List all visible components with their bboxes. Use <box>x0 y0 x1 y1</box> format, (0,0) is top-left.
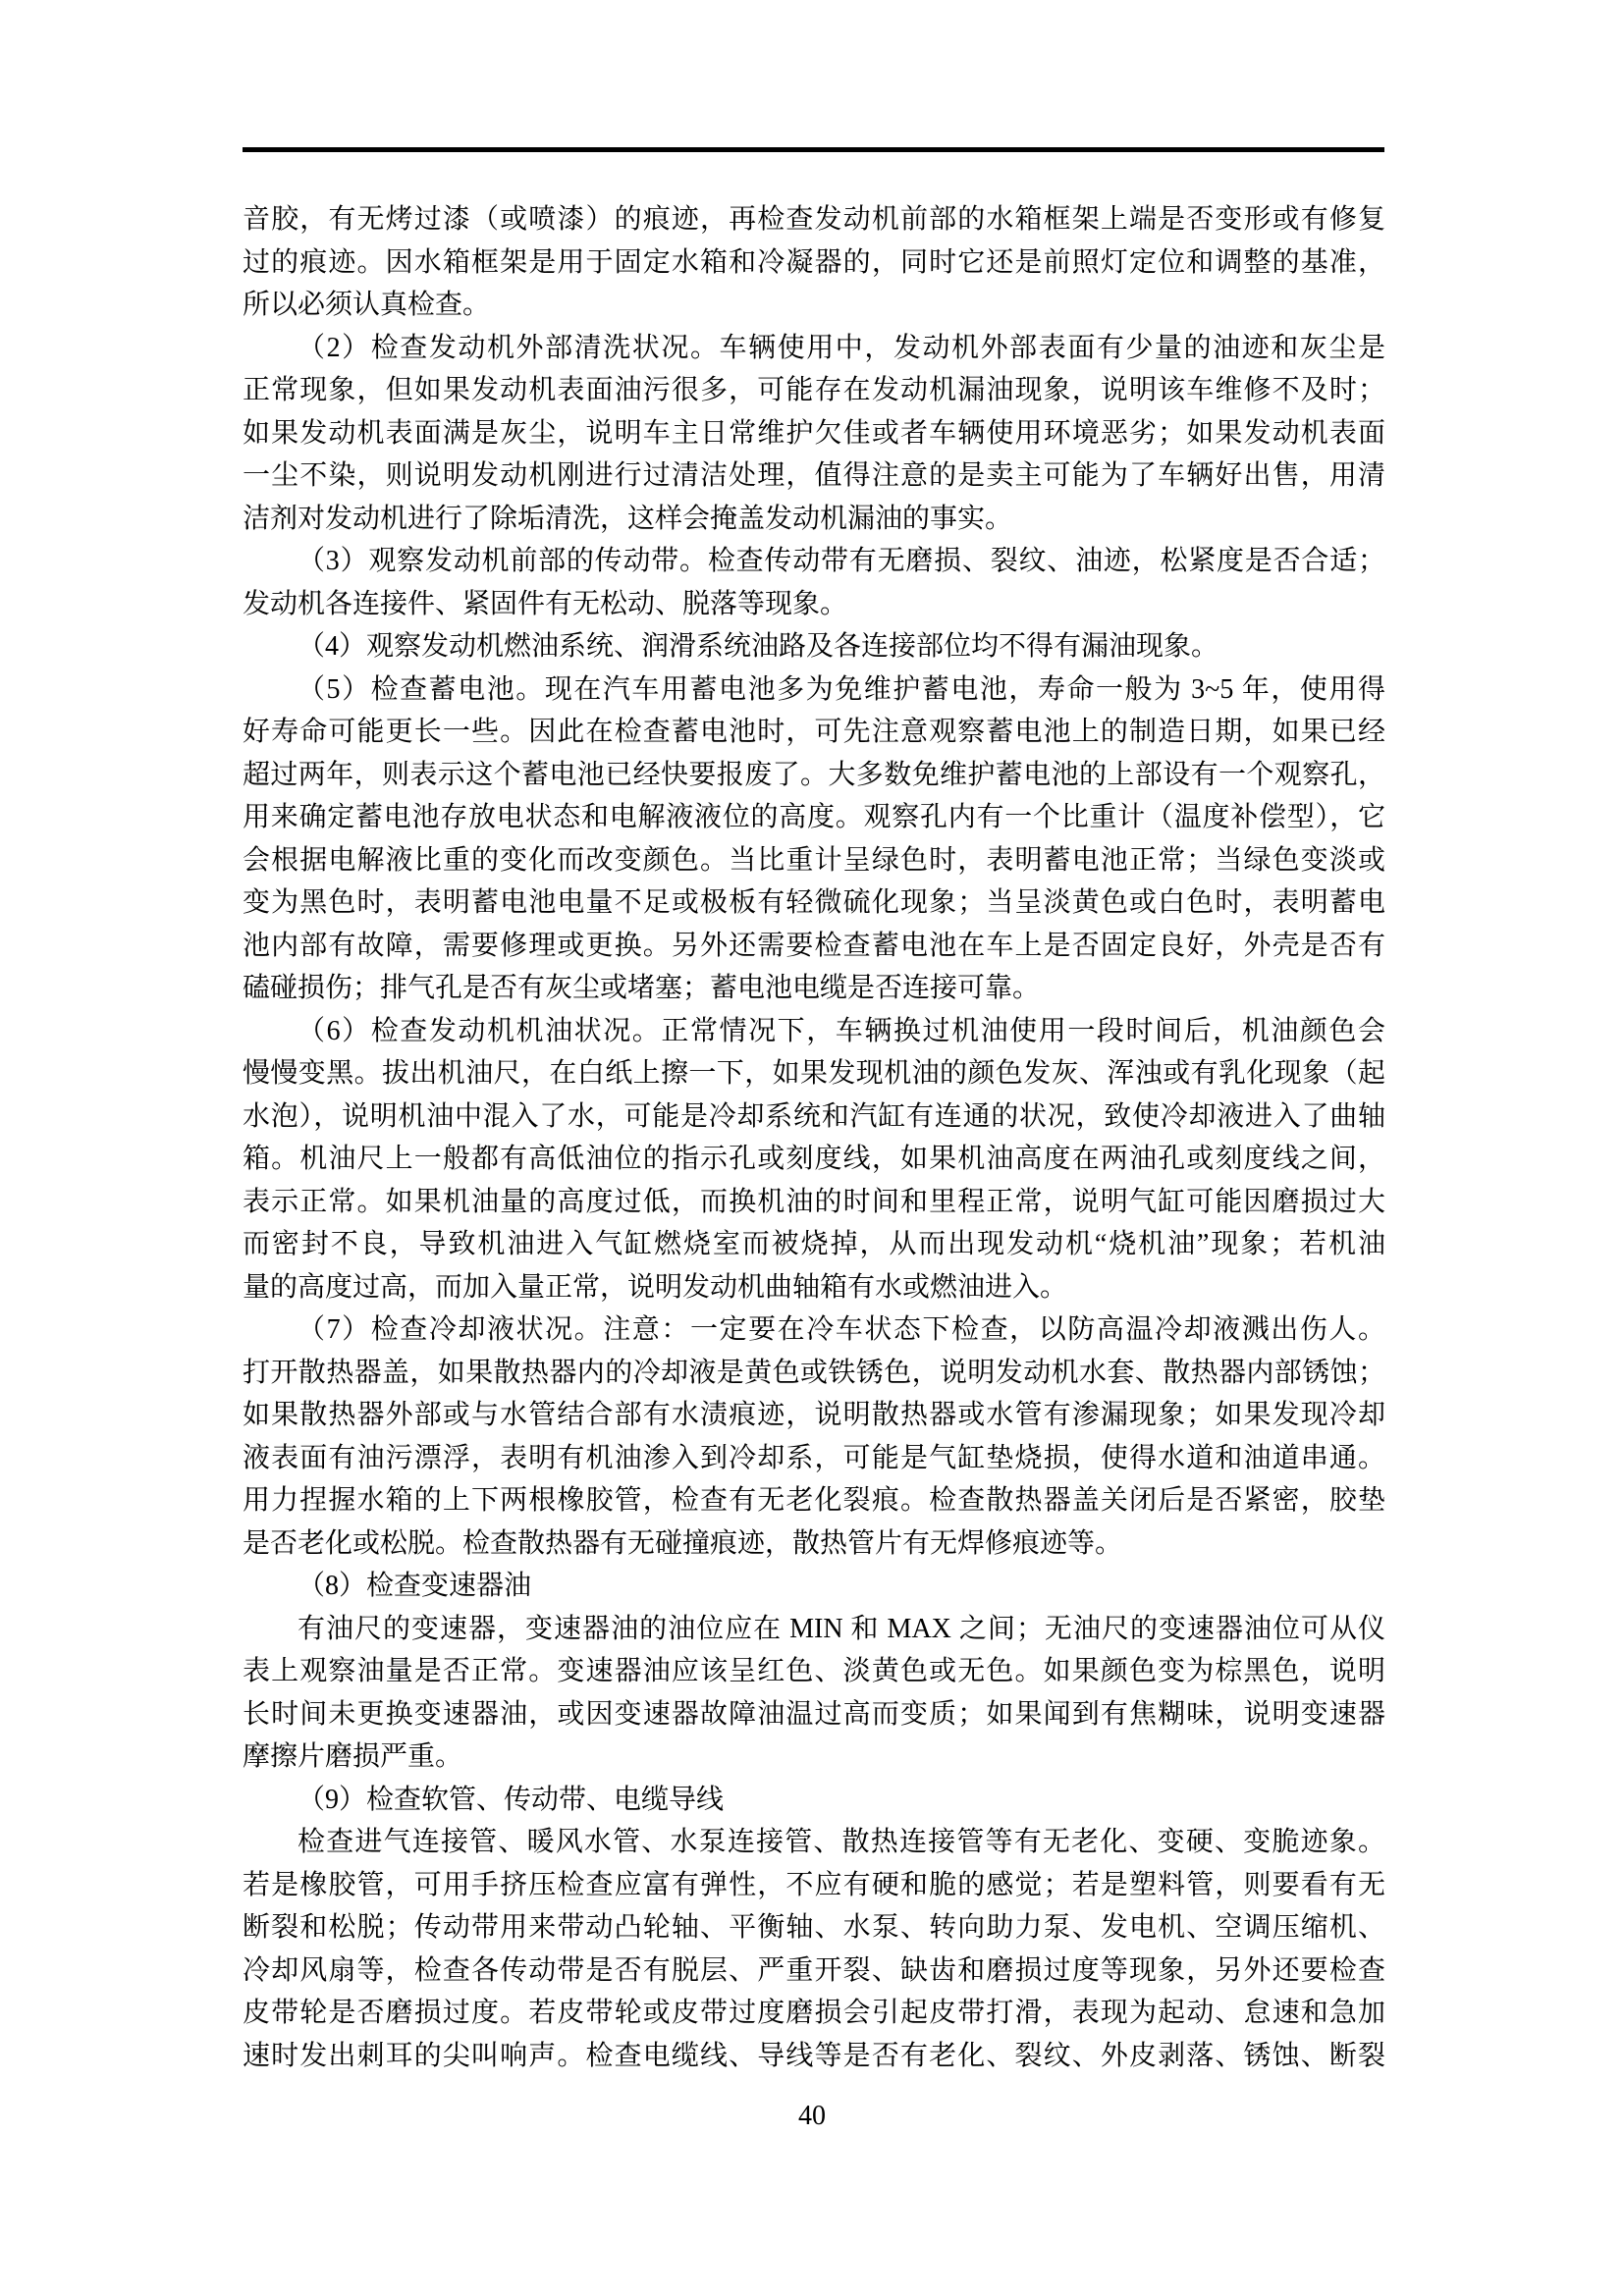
text-line: 长时间未更换变速器油，或因变速器故障油温过高而变质；如果闻到有焦糊味，说明变速器 <box>243 1698 1385 1730</box>
text-line: 所以必须认真检查。 <box>243 290 491 320</box>
text-line: 过的痕迹。因水箱框架是用于固定水箱和冷凝器的，同时它还是前照灯定位和调整的基准， <box>243 246 1385 278</box>
text-line: （6）检查发动机机油状况。正常情况下，车辆换过机油使用一段时间后，机油颜色会 <box>298 1015 1385 1046</box>
text-line: 池内部有故障，需要修理或更换。另外还需要检查蓄电池在车上是否固定良好，外壳是否有 <box>243 930 1385 961</box>
text-line: 一尘不染，则说明发动机刚进行过清洁处理，值得注意的是卖主可能为了车辆好出售，用清 <box>243 460 1385 491</box>
page-number: 40 <box>798 2101 826 2131</box>
text-line: 好寿命可能更长一些。因此在检查蓄电池时，可先注意观察蓄电池上的制造日期，如果已经 <box>243 717 1385 747</box>
paragraph <box>243 1010 1385 1309</box>
text-line: 慢慢变黑。拔出机油尺，在白纸上擦一下，如果发现机油的颜色发灰、浑浊或有乳化现象（起 <box>243 1058 1385 1089</box>
text-line: （8）检查变速器油 <box>298 1571 532 1601</box>
text-line: 若是橡胶管，可用手挤压检查应富有弹性，不应有硬和脆的感觉；若是塑料管，则要看有无 <box>243 1869 1385 1900</box>
text-line: 液表面有油污漂浮，表明有机油渗入到冷却系，可能是气缸垫烧损，使得水道和油道串通。 <box>243 1442 1385 1473</box>
text-line: （3）观察发动机前部的传动带。检查传动带有无磨损、裂纹、油迹，松紧度是否合适； <box>298 546 1385 576</box>
text-line: 会根据电解液比重的变化而改变颜色。当比重计呈绿色时，表明蓄电池正常；当绿色变淡或 <box>243 844 1385 876</box>
header-rule <box>243 147 1384 152</box>
paragraph <box>243 198 1385 327</box>
paragraph <box>243 668 1385 1010</box>
text-line: 发动机各连接件、紧固件有无松动、脱落等现象。 <box>243 588 848 619</box>
text-line: 变为黑色时，表明蓄电池电量不足或极板有轻微硫化现象；当呈淡黄色或白色时，表明蓄电 <box>243 887 1385 918</box>
text-line: 用来确定蓄电池存放电状态和电解液液位的高度。观察孔内有一个比重计（温度补偿型），它 <box>243 802 1385 832</box>
text-line: （5）检查蓄电池。现在汽车用蓄电池多为免维护蓄电池，寿命一般为 3~5 年，使用得 <box>298 673 1385 705</box>
paragraph <box>243 1779 1385 1822</box>
text-line: 有油尺的变速器，变速器油的油位应在 MIN 和 MAX 之间；无油尺的变速器油位可从仪 <box>298 1613 1385 1644</box>
text-line: （2）检查发动机外部清洗状况。车辆使用中，发动机外部表面有少量的油迹和灰尘是 <box>298 332 1385 363</box>
text-line: 水泡），说明机油中混入了水，可能是冷却系统和汽缸有连通的状况，致使冷却液进入了曲轴 <box>243 1100 1385 1132</box>
text-line: （9）检查软管、传动带、电缆导线 <box>298 1784 725 1815</box>
text-line: 断裂和松脱；传动带用来带动凸轮轴、平衡轴、水泵、转向助力泵、发电机、空调压缩机、 <box>243 1912 1385 1943</box>
paragraph <box>243 540 1385 625</box>
text-line: 用力捏握水箱的上下两根橡胶管，检查有无老化裂痕。检查散热器盖关闭后是否紧密，胶垫 <box>243 1485 1385 1516</box>
text-line: 皮带轮是否磨损过度。若皮带轮或皮带过度磨损会引起皮带打滑，表现为起动、怠速和急加 <box>243 1998 1385 2028</box>
body-text <box>243 198 1385 2077</box>
text-line: 检查进气连接管、暖风水管、水泵连接管、散热连接管等有无老化、变硬、变脆迹象。 <box>298 1827 1385 1857</box>
paragraph <box>243 327 1385 541</box>
text-line: 如果发动机表面满是灰尘，说明车主日常维护欠佳或者车辆使用环境恶劣；如果发动机表面 <box>243 417 1385 449</box>
paragraph <box>243 1308 1385 1565</box>
text-line: 表示正常。如果机油量的高度过低，而换机油的时间和里程正常，说明气缸可能因磨损过大 <box>243 1186 1385 1217</box>
text-line: 箱。机油尺上一般都有高低油位的指示孔或刻度线，如果机油高度在两油孔或刻度线之间， <box>243 1144 1385 1174</box>
paragraph <box>243 1565 1385 1608</box>
text-line: 超过两年，则表示这个蓄电池已经快要报废了。大多数免维护蓄电池的上部设有一个观察孔， <box>243 759 1385 790</box>
text-line: （7）检查冷却液状况。注意：一定要在冷车状态下检查，以防高温冷却液溅出伤人。 <box>298 1314 1385 1345</box>
text-line: 表上观察油量是否正常。变速器油应该呈红色、淡黄色或无色。如果颜色变为棕黑色，说明 <box>243 1656 1385 1686</box>
text-line: 磕碰损伤；排气孔是否有灰尘或堵塞；蓄电池电缆是否连接可靠。 <box>243 973 1041 1003</box>
paragraph <box>243 625 1385 668</box>
text-line: 摩擦片磨损严重。 <box>243 1741 463 1772</box>
text-line: 量的高度过高，而加入量正常，说明发动机曲轴箱有水或燃油进入。 <box>243 1271 1068 1303</box>
text-line: 洁剂对发动机进行了除垢清洗，这样会掩盖发动机漏油的事实。 <box>243 503 1013 534</box>
paragraph <box>243 1821 1385 2077</box>
text-line: 正常现象，但如果发动机表面油污很多，可能存在发动机漏油现象，说明该车维修不及时； <box>243 375 1385 405</box>
text-line: 打开散热器盖，如果散热器内的冷却液是黄色或铁锈色，说明发动机水套、散热器内部锈蚀； <box>243 1357 1385 1388</box>
text-line: 冷却风扇等，检查各传动带是否有脱层、严重开裂、缺齿和磨损过度等现象，另外还要检查 <box>243 1954 1385 1986</box>
text-line: （4）观察发动机燃油系统、润滑系统油路及各连接部位均不得有漏油现象。 <box>298 631 1219 662</box>
text-line: 音胶，有无烤过漆（或喷漆）的痕迹，再检查发动机前部的水箱框架上端是否变形或有修复 <box>243 204 1385 235</box>
paragraph <box>243 1608 1385 1779</box>
text-line: 如果散热器外部或与水管结合部有水渍痕迹，说明散热器或水管有渗漏现象；如果发现冷却 <box>243 1400 1385 1430</box>
text-line: 而密封不良，导致机油进入气缸燃烧室而被烧掉，从而出现发动机“烧机油”现象；若机油 <box>243 1229 1385 1259</box>
text-line: 速时发出刺耳的尖叫响声。检查电缆线、导线等是否有老化、裂纹、外皮剥落、锈蚀、断裂 <box>243 2040 1385 2071</box>
text-line: 是否老化或松脱。检查散热器有无碰撞痕迹，散热管片有无焊修痕迹等。 <box>243 1527 1123 1559</box>
